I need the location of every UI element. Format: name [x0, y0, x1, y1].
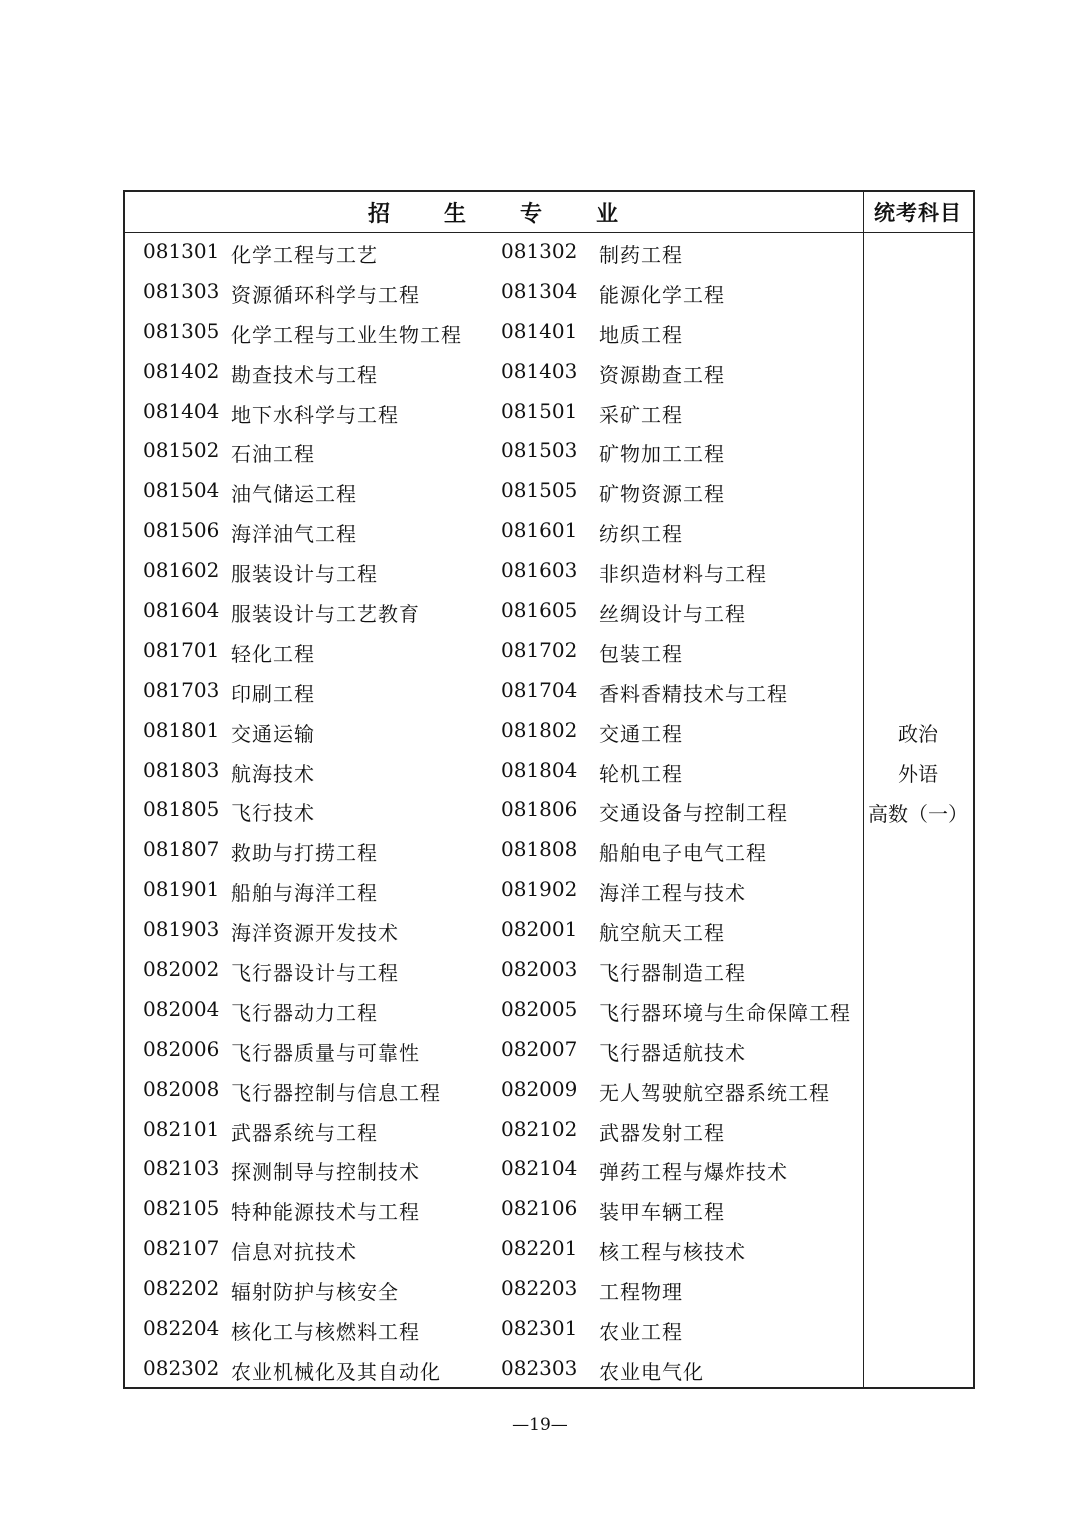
major-code: 081502 [143, 438, 220, 463]
major-name: 特种能源技术与工程 [231, 1200, 420, 1225]
major-code: 081603 [501, 558, 578, 583]
major-name: 包装工程 [599, 641, 683, 666]
table-row [125, 837, 863, 877]
major-code: 081401 [501, 318, 578, 343]
major-name: 地下水科学与工程 [231, 402, 399, 427]
table-row [125, 279, 863, 319]
major-code: 082106 [501, 1196, 578, 1221]
major-code: 081503 [501, 438, 578, 463]
major-code: 081806 [501, 797, 578, 822]
major-name: 农业机械化及其自动化 [231, 1359, 441, 1384]
major-code: 081601 [501, 518, 578, 543]
major-name: 装甲车辆工程 [599, 1200, 725, 1225]
table-row [125, 518, 863, 558]
major-name: 核工程与核技术 [599, 1240, 746, 1265]
major-name: 矿物加工工程 [599, 442, 725, 467]
subject-foreign-language: 外语 [898, 762, 938, 786]
table-row [125, 1356, 863, 1396]
major-code: 082104 [501, 1156, 578, 1181]
major-code: 081803 [143, 757, 220, 782]
major-name: 服装设计与工艺教育 [231, 602, 420, 627]
major-code: 081808 [501, 837, 578, 862]
major-code: 081505 [501, 478, 578, 503]
major-code: 081304 [501, 278, 578, 303]
majors-list [125, 239, 863, 1396]
major-name: 化学工程与工业生物工程 [231, 322, 462, 347]
major-name: 交通运输 [231, 721, 315, 746]
major-name: 制药工程 [599, 243, 683, 267]
major-code: 081301 [143, 239, 220, 263]
table-row [125, 638, 863, 678]
page-number: —19— [512, 1415, 568, 1435]
major-code: 081501 [501, 398, 578, 423]
major-code: 082009 [501, 1076, 578, 1101]
major-code: 081902 [501, 877, 578, 902]
major-code: 081404 [143, 398, 220, 423]
major-code: 082003 [501, 957, 578, 982]
major-code: 082004 [143, 996, 220, 1021]
major-code: 082103 [143, 1156, 220, 1181]
major-name: 飞行器制造工程 [599, 961, 746, 986]
major-code: 081801 [143, 717, 220, 742]
major-code: 081703 [143, 677, 220, 702]
major-code: 081701 [143, 637, 220, 662]
subject-advanced-math: 高数（一） [868, 802, 968, 826]
major-name: 航海技术 [231, 761, 315, 786]
major-name: 飞行技术 [231, 801, 315, 826]
major-name: 探测制导与控制技术 [231, 1160, 420, 1185]
major-name: 矿物资源工程 [599, 482, 725, 507]
table-row [125, 438, 863, 478]
major-name: 采矿工程 [599, 402, 683, 427]
major-name: 化学工程与工艺 [231, 243, 378, 267]
major-code: 081901 [143, 877, 220, 902]
table-row [125, 558, 863, 598]
major-code: 081506 [143, 518, 220, 543]
table-row [125, 598, 863, 638]
major-code: 082008 [143, 1076, 220, 1101]
major-name: 交通工程 [599, 721, 683, 746]
major-name: 飞行器质量与可靠性 [231, 1040, 420, 1065]
major-name: 地质工程 [599, 322, 683, 347]
major-name: 资源勘查工程 [599, 362, 725, 387]
table-row [125, 678, 863, 718]
table-header-majors [125, 192, 863, 232]
table-row [125, 1196, 863, 1236]
major-name: 海洋资源开发技术 [231, 921, 399, 946]
major-name: 非织造材料与工程 [599, 562, 767, 587]
major-code: 082302 [143, 1355, 220, 1380]
header-char: 招 [367, 200, 392, 227]
major-name: 香料香精技术与工程 [599, 681, 788, 706]
major-name: 勘查技术与工程 [231, 362, 378, 387]
exam-subjects [863, 719, 973, 839]
table-row [125, 1316, 863, 1356]
major-code: 081903 [143, 917, 220, 942]
major-name: 农业工程 [599, 1320, 683, 1345]
major-code: 081605 [501, 598, 578, 623]
header-char: 业 [596, 200, 621, 227]
major-code: 081702 [501, 637, 578, 662]
table-header-subjects: 统考科目 [874, 200, 962, 225]
table-row [125, 478, 863, 518]
major-code: 081802 [501, 717, 578, 742]
major-name: 辐射防护与核安全 [231, 1280, 399, 1305]
major-code: 082001 [501, 917, 578, 942]
table-row [125, 239, 863, 279]
majors-table [123, 190, 975, 1389]
major-code: 081305 [143, 318, 220, 343]
table-row [125, 399, 863, 439]
major-name: 航空航天工程 [599, 921, 725, 946]
major-name: 飞行器适航技术 [599, 1040, 746, 1065]
major-code: 081805 [143, 797, 220, 822]
table-row [125, 1156, 863, 1196]
major-code: 082204 [143, 1316, 220, 1341]
major-name: 船舶电子电气工程 [599, 841, 767, 866]
table-row [125, 359, 863, 399]
major-code: 081807 [143, 837, 220, 862]
table-row [125, 1236, 863, 1276]
major-code: 082303 [501, 1355, 578, 1380]
major-code: 082105 [143, 1196, 220, 1221]
major-code: 081303 [143, 278, 220, 303]
major-name: 石油工程 [231, 442, 315, 467]
major-name: 无人驾驶航空器系统工程 [599, 1080, 830, 1105]
major-code: 081403 [501, 358, 578, 383]
major-code: 082301 [501, 1316, 578, 1341]
table-row [125, 1117, 863, 1157]
major-name: 武器发射工程 [599, 1120, 725, 1145]
major-code: 081804 [501, 757, 578, 782]
major-name: 核化工与核燃料工程 [231, 1320, 420, 1345]
major-name: 丝绸设计与工程 [599, 602, 746, 627]
major-code: 082006 [143, 1036, 220, 1061]
table-row [125, 1037, 863, 1077]
major-name: 飞行器动力工程 [231, 1000, 378, 1025]
major-name: 轮机工程 [599, 761, 683, 786]
major-name: 印刷工程 [231, 681, 315, 706]
table-row [125, 718, 863, 758]
subject-politics: 政治 [898, 722, 938, 746]
major-name: 救助与打捞工程 [231, 841, 378, 866]
major-code: 081302 [501, 239, 578, 263]
header-char: 生 [443, 200, 468, 227]
major-name: 信息对抗技术 [231, 1240, 357, 1265]
major-name: 武器系统与工程 [231, 1120, 378, 1145]
major-name: 油气储运工程 [231, 482, 357, 507]
table-row [125, 797, 863, 837]
table-row [125, 957, 863, 997]
major-code: 081602 [143, 558, 220, 583]
major-code: 082203 [501, 1276, 578, 1301]
table-row [125, 319, 863, 359]
table-row [125, 1077, 863, 1117]
header-divider [125, 232, 973, 233]
major-code: 082005 [501, 996, 578, 1021]
major-name: 工程物理 [599, 1280, 683, 1305]
major-code: 081504 [143, 478, 220, 503]
major-code: 082002 [143, 957, 220, 982]
major-name: 飞行器控制与信息工程 [231, 1080, 441, 1105]
table-row [125, 877, 863, 917]
major-code: 082007 [501, 1036, 578, 1061]
major-code: 081402 [143, 358, 220, 383]
major-name: 飞行器环境与生命保障工程 [599, 1000, 851, 1025]
major-code: 082201 [501, 1236, 578, 1261]
major-name: 船舶与海洋工程 [231, 881, 378, 906]
major-name: 飞行器设计与工程 [231, 961, 399, 986]
major-code: 082101 [143, 1116, 220, 1141]
major-name: 海洋油气工程 [231, 522, 357, 547]
major-code: 081704 [501, 677, 578, 702]
table-row [125, 997, 863, 1037]
major-code: 082107 [143, 1236, 220, 1261]
major-name: 纺织工程 [599, 522, 683, 547]
major-name: 能源化学工程 [599, 282, 725, 307]
major-name: 海洋工程与技术 [599, 881, 746, 906]
major-name: 农业电气化 [599, 1359, 704, 1384]
major-code: 081604 [143, 598, 220, 623]
major-name: 弹药工程与爆炸技术 [599, 1160, 788, 1185]
table-row [125, 917, 863, 957]
major-name: 服装设计与工程 [231, 562, 378, 587]
table-row [125, 1276, 863, 1316]
major-name: 轻化工程 [231, 641, 315, 666]
table-row [125, 758, 863, 798]
major-code: 082102 [501, 1116, 578, 1141]
major-name: 资源循环科学与工程 [231, 282, 420, 307]
major-code: 082202 [143, 1276, 220, 1301]
header-char: 专 [520, 200, 545, 227]
major-name: 交通设备与控制工程 [599, 801, 788, 826]
